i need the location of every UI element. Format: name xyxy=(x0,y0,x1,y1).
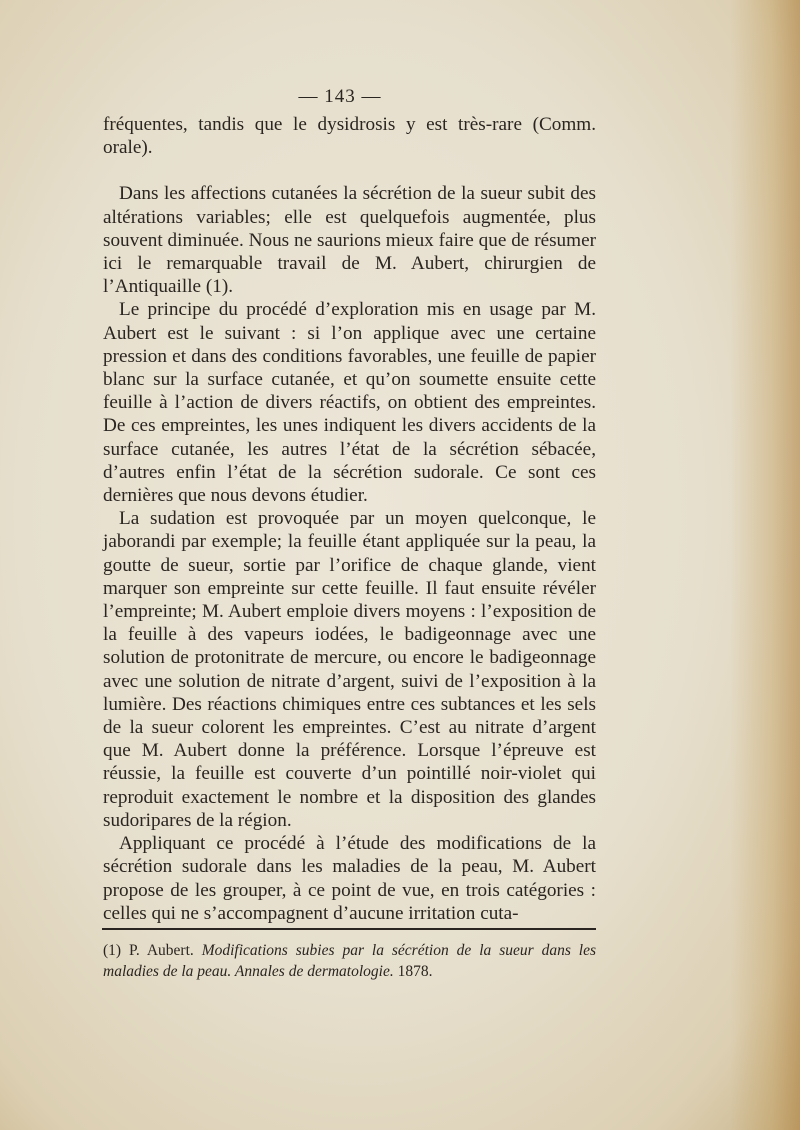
paragraph-4: La sudation est provoquée par un moyen quelconque, le jaborandi par exemple; la feuille étant appliquée sur la peau, la goutte de sueur, sortie par l’orifice de chaque glande, vient marquer son empreinte sur cette feuille. Il faut ensuite révéler l’empreinte; M. Aubert emploie divers moyens : l’exposition de la feuille à des vapeurs iodées, le badigeonnage avec une solution de protonitrate de mercure, ou encore le badigeonnage avec une solution de nitrate d’argent, suivi de l’exposition à la lumière. Des réactions chimiques entre ces subtances et les sels de la sueur colorent les empreintes. C’est au nitrate d’argent que M. Aubert donne la préférence. Lorsque l’épreuve est réussie, la feuille est couverte d’un pointillé noir-violet qui reproduit exactement le nombre et la disposition des glandes sudoripares de la région. xyxy=(103,508,596,831)
footnote-divider xyxy=(102,928,596,930)
paragraph-2: Dans les affections cutanées la sécrétion de la sueur subit des altérations variables; elle est quelquefois augmentée, plus souvent diminuée. Nous ne saurions mieux faire que de résumer ici le remarquable travail de M. Aubert, chirurgien de l’Antiquaille (1). xyxy=(103,183,596,298)
paragraph-3: Le principe du procédé d’exploration mis en usage par M. Aubert est le suivant : si l’on applique avec une certaine pression et dans des conditions favorables, une feuille de papier blanc sur la surface cutanée, et qu’on soumette ensuite cette feuille à l’action de divers réactifs, on obtient des empreintes. De ces empreintes, les unes indiquent les divers accidents de la surface cutanée, les autres l’état de la sécrétion sébacée, d’autres enfin l’état de la sécrétion sudorale. Ce sont ces dernières que nous devons étudier. xyxy=(103,299,596,507)
body-text xyxy=(103,113,596,925)
page-number: — 143 — xyxy=(298,86,382,107)
footnote xyxy=(103,940,596,982)
paragraph-5: Appliquant ce procédé à l’étude des modifications de la sécrétion sudorale dans les maladies de la peau, M. Aubert propose de les grouper, à ce point de vue, en trois catégories : celles qui ne s’accompagnent d’aucune irritation cuta- xyxy=(103,833,596,924)
footnote-marker: (1) P. Aubert. xyxy=(103,942,194,959)
paragraph-1: fréquentes, tandis que le dysidrosis y est très-rare (Comm. orale). xyxy=(103,114,596,159)
page-edge-stain xyxy=(730,0,800,1130)
footnote-title: Modifications subies par la sécrétion de la sueur dans les maladies de la peau. Annales de dermatologie. xyxy=(103,942,596,980)
footnote-year: 1878. xyxy=(397,963,433,980)
